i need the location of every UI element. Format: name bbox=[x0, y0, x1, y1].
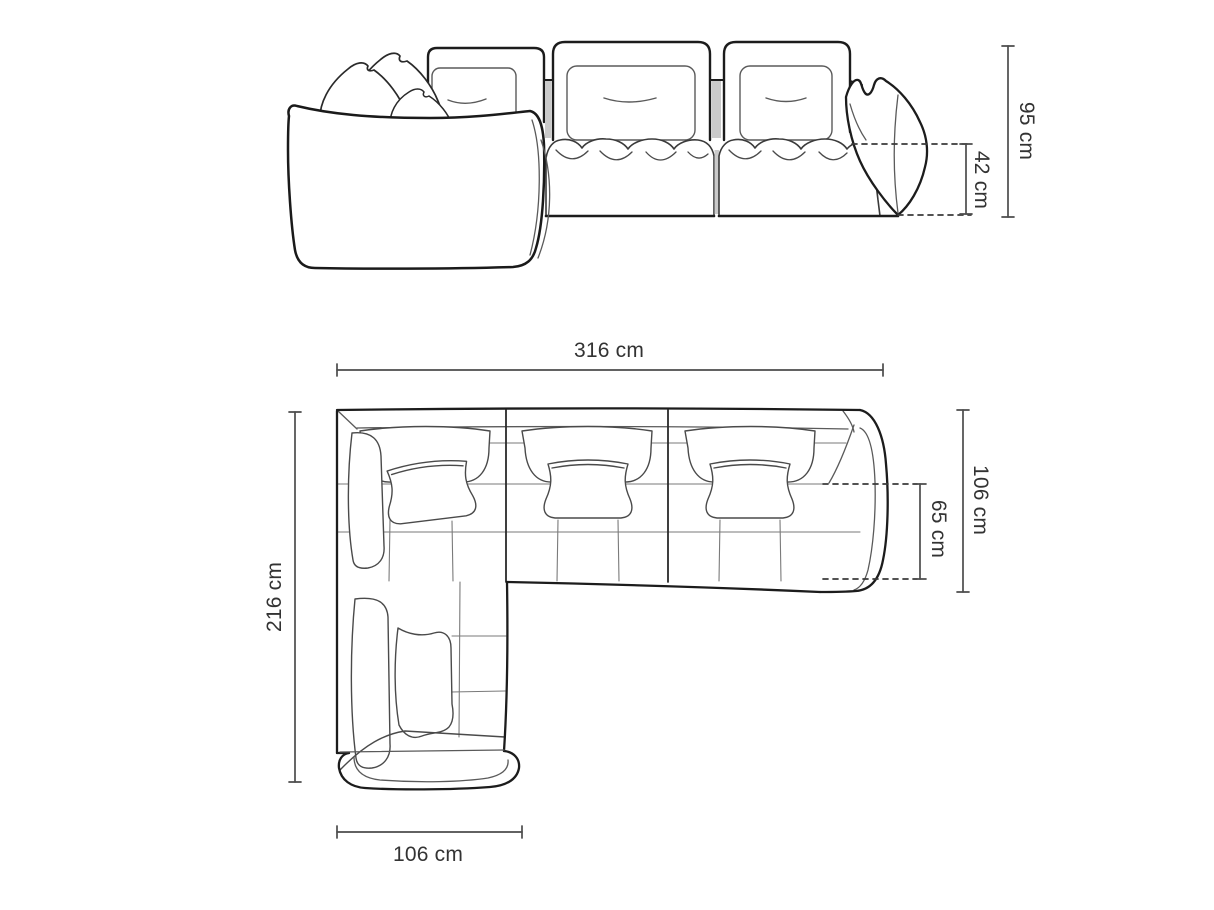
dim-label-right-side-depth: 106 cm bbox=[969, 464, 992, 536]
dim-line-chaise-width bbox=[337, 826, 522, 838]
dim-line-total-depth bbox=[289, 412, 301, 782]
module-gap bbox=[712, 80, 721, 138]
dim-label-total-depth: 216 cm bbox=[263, 561, 286, 633]
dim-label-seat-height: 42 cm bbox=[970, 150, 993, 210]
top-view-drawing bbox=[289, 364, 969, 838]
module-gap bbox=[545, 80, 551, 138]
dim-line-seat-depth bbox=[914, 484, 926, 579]
plan-seat-pillows bbox=[383, 457, 794, 525]
dim-label-seat-depth: 65 cm bbox=[927, 499, 950, 559]
dim-label-total-height: 95 cm bbox=[1015, 101, 1038, 161]
dim-label-total-width: 316 cm bbox=[573, 339, 645, 362]
corner-section bbox=[288, 106, 544, 269]
chaise-back-cushion bbox=[351, 598, 390, 768]
corner-miter bbox=[338, 411, 357, 429]
back-cushion-2 bbox=[567, 66, 695, 140]
chaise-pillow bbox=[395, 628, 453, 737]
dim-line-total-height bbox=[1002, 46, 1014, 217]
plan-corner-back-cushion bbox=[348, 433, 384, 569]
dim-line-total-width bbox=[337, 364, 883, 376]
front-view-drawing bbox=[288, 42, 1014, 269]
plan-arm-inner bbox=[829, 425, 875, 590]
back-cushion-3 bbox=[740, 66, 832, 140]
seat-2 bbox=[546, 139, 714, 216]
dim-label-chaise-width: 106 cm bbox=[392, 843, 464, 866]
